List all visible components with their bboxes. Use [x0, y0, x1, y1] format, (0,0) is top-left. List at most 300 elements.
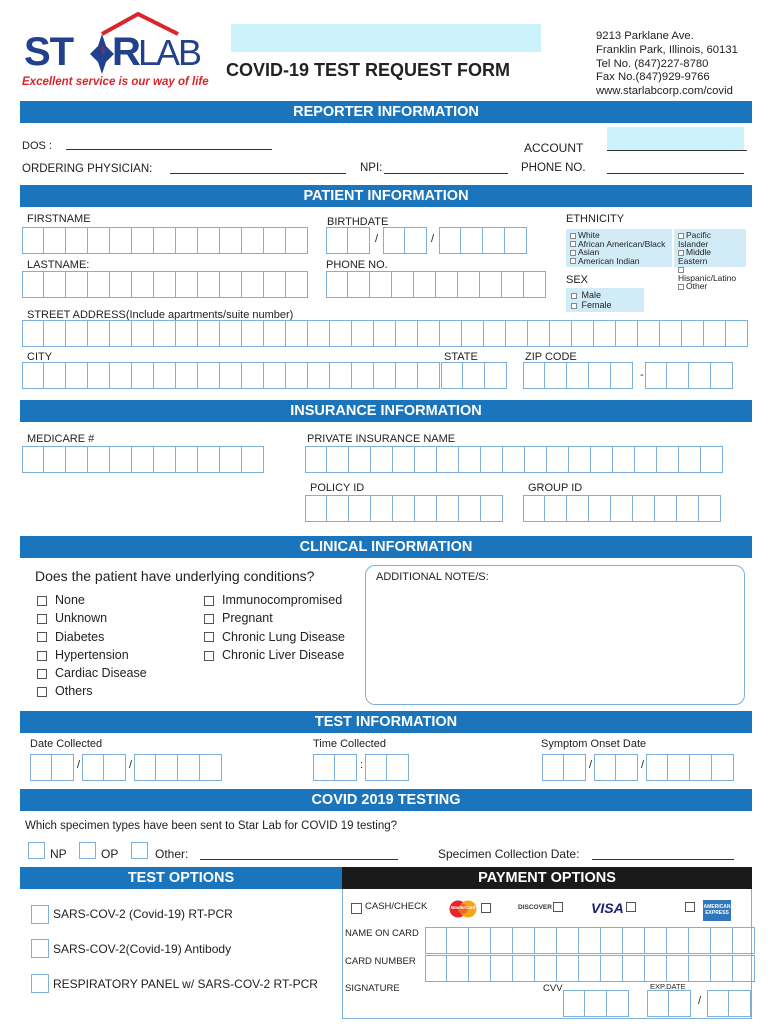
other-checkbox[interactable] — [131, 842, 148, 859]
input-box[interactable] — [178, 754, 200, 781]
sex-options — [566, 288, 644, 312]
address-website[interactable]: www.starlabcorp.com/covid — [596, 85, 733, 98]
input-box[interactable] — [200, 754, 222, 781]
time-collected-minute[interactable] — [365, 754, 409, 781]
ethnicity-option[interactable] — [570, 257, 668, 266]
input-box[interactable] — [392, 271, 414, 298]
input-box[interactable] — [387, 754, 409, 781]
test-option-checkbox[interactable] — [31, 905, 49, 924]
input-box[interactable] — [613, 446, 635, 473]
input-box[interactable] — [569, 446, 591, 473]
checkbox[interactable] — [678, 284, 684, 290]
input-box[interactable] — [667, 362, 689, 389]
checkbox[interactable] — [571, 293, 577, 299]
input-box[interactable] — [711, 362, 733, 389]
input-box[interactable] — [415, 495, 437, 522]
lastname-boxes[interactable] — [22, 271, 308, 298]
sex-option-female[interactable] — [571, 300, 639, 310]
input-box[interactable] — [647, 990, 669, 1017]
input-box[interactable] — [198, 271, 220, 298]
input-box[interactable] — [44, 227, 66, 254]
input-box[interactable] — [462, 320, 484, 347]
symptom-onset-month[interactable] — [542, 754, 586, 781]
input-box[interactable] — [572, 320, 594, 347]
condition-option[interactable] — [37, 682, 147, 700]
ethnicity-option[interactable] — [678, 265, 742, 282]
input-box[interactable] — [447, 955, 469, 982]
npi-field[interactable] — [384, 173, 508, 174]
input-box[interactable] — [327, 495, 349, 522]
birthdate-day-boxes[interactable] — [383, 227, 427, 254]
input-box[interactable] — [535, 927, 557, 954]
input-box[interactable] — [437, 495, 459, 522]
input-box[interactable] — [690, 754, 712, 781]
input-box[interactable] — [66, 446, 88, 473]
input-box[interactable] — [242, 446, 264, 473]
np-checkbox[interactable] — [28, 842, 45, 859]
cash-check-checkbox[interactable] — [351, 903, 362, 914]
input-box[interactable] — [567, 495, 589, 522]
input-box[interactable] — [667, 927, 689, 954]
input-box[interactable] — [669, 990, 691, 1017]
input-box[interactable] — [88, 446, 110, 473]
input-box[interactable] — [22, 227, 44, 254]
input-box[interactable] — [579, 927, 601, 954]
input-box[interactable] — [44, 362, 66, 389]
input-box[interactable] — [459, 446, 481, 473]
input-box[interactable] — [349, 495, 371, 522]
input-box[interactable] — [393, 495, 415, 522]
input-box[interactable] — [601, 927, 623, 954]
checkbox[interactable] — [37, 596, 47, 606]
input-box[interactable] — [371, 446, 393, 473]
input-box[interactable] — [469, 955, 491, 982]
input-box[interactable] — [308, 362, 330, 389]
condition-option[interactable] — [37, 664, 147, 682]
input-box[interactable] — [30, 754, 52, 781]
input-box[interactable] — [352, 362, 374, 389]
input-box[interactable] — [679, 446, 701, 473]
input-box[interactable] — [513, 955, 535, 982]
input-box[interactable] — [44, 320, 66, 347]
input-box[interactable] — [481, 495, 503, 522]
input-box[interactable] — [547, 446, 569, 473]
input-box[interactable] — [132, 320, 154, 347]
input-box[interactable] — [485, 362, 507, 389]
input-box[interactable] — [425, 927, 447, 954]
group-id-boxes[interactable] — [523, 495, 721, 522]
input-box[interactable] — [154, 271, 176, 298]
input-box[interactable] — [623, 955, 645, 982]
input-box[interactable] — [88, 227, 110, 254]
input-box[interactable] — [557, 927, 579, 954]
city-boxes[interactable] — [22, 362, 440, 389]
input-box[interactable] — [733, 927, 755, 954]
condition-option[interactable] — [204, 646, 345, 664]
private-insurance-boxes[interactable] — [305, 446, 723, 473]
input-box[interactable] — [689, 362, 711, 389]
input-box[interactable] — [611, 362, 633, 389]
other-field[interactable] — [200, 859, 398, 860]
input-box[interactable] — [66, 362, 88, 389]
date-separator: / — [431, 233, 435, 245]
input-box[interactable] — [699, 495, 721, 522]
input-box[interactable] — [506, 320, 528, 347]
input-box[interactable] — [733, 955, 755, 982]
ordering-physician-field[interactable] — [170, 173, 346, 174]
input-box[interactable] — [594, 754, 616, 781]
input-box[interactable] — [668, 754, 690, 781]
input-box[interactable] — [689, 955, 711, 982]
input-box[interactable] — [524, 271, 546, 298]
input-box[interactable] — [711, 955, 733, 982]
input-box[interactable] — [44, 271, 66, 298]
dos-field[interactable] — [66, 149, 272, 150]
input-box[interactable] — [132, 362, 154, 389]
input-box[interactable] — [313, 754, 335, 781]
firstname-boxes[interactable] — [22, 227, 308, 254]
input-box[interactable] — [405, 227, 427, 254]
input-box[interactable] — [567, 362, 589, 389]
state-boxes[interactable] — [441, 362, 507, 389]
input-box[interactable] — [484, 320, 506, 347]
input-box[interactable] — [220, 446, 242, 473]
input-box[interactable] — [655, 495, 677, 522]
input-box[interactable] — [154, 446, 176, 473]
input-box[interactable] — [616, 754, 638, 781]
input-box[interactable] — [132, 446, 154, 473]
name-on-card-boxes[interactable] — [425, 927, 755, 954]
birthdate-month-boxes[interactable] — [326, 227, 370, 254]
ethnicity-option[interactable] — [678, 248, 742, 265]
input-box[interactable] — [371, 495, 393, 522]
input-box[interactable] — [585, 990, 607, 1017]
date-collected-month[interactable] — [30, 754, 74, 781]
input-box[interactable] — [441, 362, 463, 389]
input-box[interactable] — [505, 227, 527, 254]
account-field[interactable] — [607, 127, 744, 150]
input-box[interactable] — [88, 271, 110, 298]
amex-checkbox[interactable] — [685, 902, 695, 912]
input-box[interactable] — [393, 446, 415, 473]
input-box[interactable] — [198, 320, 220, 347]
input-box[interactable] — [220, 227, 242, 254]
input-box[interactable] — [154, 227, 176, 254]
checkbox[interactable] — [570, 258, 576, 264]
input-box[interactable] — [564, 754, 586, 781]
checkbox[interactable] — [204, 632, 214, 642]
signature-field[interactable] — [345, 995, 535, 1015]
input-box[interactable] — [220, 362, 242, 389]
input-box[interactable] — [635, 446, 657, 473]
input-box[interactable] — [110, 320, 132, 347]
input-box[interactable] — [134, 754, 156, 781]
input-box[interactable] — [154, 362, 176, 389]
input-box[interactable] — [523, 495, 545, 522]
input-box[interactable] — [503, 446, 525, 473]
symptom-onset-day[interactable] — [594, 754, 638, 781]
input-box[interactable] — [523, 362, 545, 389]
input-box[interactable] — [481, 446, 503, 473]
input-box[interactable] — [437, 446, 459, 473]
input-box[interactable] — [707, 990, 729, 1017]
input-box[interactable] — [264, 227, 286, 254]
checkbox[interactable] — [204, 614, 214, 624]
condition-option[interactable] — [37, 591, 147, 609]
input-box[interactable] — [264, 271, 286, 298]
input-box[interactable] — [383, 227, 405, 254]
input-box[interactable] — [689, 927, 711, 954]
date-collected-day[interactable] — [82, 754, 126, 781]
input-box[interactable] — [176, 227, 198, 254]
input-box[interactable] — [348, 227, 370, 254]
input-box[interactable] — [711, 927, 733, 954]
reporter-phone-field[interactable] — [607, 173, 744, 174]
input-box[interactable] — [305, 495, 327, 522]
header-highlight-field[interactable] — [231, 24, 541, 52]
input-box[interactable] — [52, 754, 74, 781]
checkbox[interactable] — [204, 596, 214, 606]
input-box[interactable] — [154, 320, 176, 347]
input-box[interactable] — [365, 754, 387, 781]
input-box[interactable] — [22, 446, 44, 473]
input-box[interactable] — [589, 495, 611, 522]
sex-option-male[interactable] — [571, 290, 639, 300]
checkbox[interactable] — [570, 250, 576, 256]
checkbox[interactable] — [204, 651, 214, 661]
condition-option[interactable] — [37, 609, 147, 627]
input-box[interactable] — [461, 227, 483, 254]
ethnicity-option[interactable] — [678, 282, 742, 291]
input-box[interactable] — [645, 927, 667, 954]
checkbox[interactable] — [570, 233, 576, 239]
input-box[interactable] — [335, 754, 357, 781]
input-box[interactable] — [579, 955, 601, 982]
condition-label: Chronic Lung Disease — [222, 629, 345, 644]
date-collected-year[interactable] — [134, 754, 222, 781]
input-box[interactable] — [594, 320, 616, 347]
input-box[interactable] — [611, 495, 633, 522]
input-box[interactable] — [458, 271, 480, 298]
input-box[interactable] — [326, 227, 348, 254]
test-option-checkbox[interactable] — [31, 974, 49, 993]
input-box[interactable] — [22, 271, 44, 298]
zip-boxes[interactable] — [523, 362, 633, 389]
input-box[interactable] — [176, 271, 198, 298]
input-box[interactable] — [414, 271, 436, 298]
input-box[interactable] — [264, 320, 286, 347]
op-checkbox[interactable] — [79, 842, 96, 859]
input-box[interactable] — [242, 362, 264, 389]
input-box[interactable] — [601, 955, 623, 982]
input-box[interactable] — [667, 955, 689, 982]
input-box[interactable] — [88, 362, 110, 389]
specimen-collection-date-field[interactable] — [592, 859, 734, 860]
input-box[interactable] — [370, 271, 392, 298]
input-box[interactable] — [198, 362, 220, 389]
cvv-boxes[interactable] — [563, 990, 629, 1017]
input-box[interactable] — [638, 320, 660, 347]
birthdate-year-boxes[interactable] — [439, 227, 527, 254]
exp-year-boxes[interactable] — [707, 990, 751, 1017]
input-box[interactable] — [440, 320, 462, 347]
medicare-boxes[interactable] — [22, 446, 264, 473]
input-box[interactable] — [607, 990, 629, 1017]
input-box[interactable] — [66, 271, 88, 298]
input-box[interactable] — [483, 227, 505, 254]
input-box[interactable] — [623, 927, 645, 954]
input-box[interactable] — [330, 320, 352, 347]
input-box[interactable] — [220, 320, 242, 347]
checkbox[interactable] — [37, 651, 47, 661]
input-box[interactable] — [535, 955, 557, 982]
input-box[interactable] — [286, 271, 308, 298]
input-box[interactable] — [633, 495, 655, 522]
input-box[interactable] — [528, 320, 550, 347]
input-box[interactable] — [374, 320, 396, 347]
input-box[interactable] — [44, 446, 66, 473]
condition-option[interactable] — [204, 591, 345, 609]
input-box[interactable] — [156, 754, 178, 781]
input-box[interactable] — [286, 320, 308, 347]
input-box[interactable] — [176, 320, 198, 347]
input-box[interactable] — [439, 227, 461, 254]
checkbox[interactable] — [570, 241, 576, 247]
input-box[interactable] — [264, 362, 286, 389]
mastercard-checkbox[interactable] — [481, 903, 491, 913]
input-box[interactable] — [242, 271, 264, 298]
discover-checkbox[interactable] — [553, 902, 563, 912]
input-box[interactable] — [645, 955, 667, 982]
input-box[interactable] — [220, 271, 242, 298]
input-box[interactable] — [660, 320, 682, 347]
input-box[interactable] — [326, 271, 348, 298]
input-box[interactable] — [242, 320, 264, 347]
input-box[interactable] — [469, 927, 491, 954]
time-collected-hour[interactable] — [313, 754, 357, 781]
input-box[interactable] — [677, 495, 699, 522]
input-box[interactable] — [286, 227, 308, 254]
input-box[interactable] — [374, 362, 396, 389]
input-box[interactable] — [525, 446, 547, 473]
exp-month-boxes[interactable] — [647, 990, 691, 1017]
ethnicity-option[interactable] — [678, 231, 742, 248]
input-box[interactable] — [415, 446, 437, 473]
input-box[interactable] — [352, 320, 374, 347]
card-number-boxes[interactable] — [425, 955, 755, 982]
condition-option[interactable] — [204, 609, 345, 627]
input-box[interactable] — [563, 990, 585, 1017]
input-box[interactable] — [330, 362, 352, 389]
input-box[interactable] — [308, 320, 330, 347]
input-box[interactable] — [545, 362, 567, 389]
input-box[interactable] — [348, 271, 370, 298]
additional-notes-box[interactable] — [365, 565, 745, 705]
checkbox[interactable] — [37, 687, 47, 697]
checkbox[interactable] — [571, 303, 577, 309]
condition-option[interactable] — [37, 646, 147, 664]
input-box[interactable] — [726, 320, 748, 347]
input-box[interactable] — [22, 320, 44, 347]
input-box[interactable] — [436, 271, 458, 298]
input-box[interactable] — [66, 227, 88, 254]
input-box[interactable] — [550, 320, 572, 347]
input-box[interactable] — [242, 227, 264, 254]
input-box[interactable] — [701, 446, 723, 473]
input-box[interactable] — [542, 754, 564, 781]
input-box[interactable] — [88, 320, 110, 347]
input-box[interactable] — [418, 320, 440, 347]
input-box[interactable] — [589, 362, 611, 389]
symptom-onset-year[interactable] — [646, 754, 734, 781]
input-box[interactable] — [396, 362, 418, 389]
input-box[interactable] — [729, 990, 751, 1017]
input-box[interactable] — [447, 927, 469, 954]
input-box[interactable] — [176, 362, 198, 389]
input-box[interactable] — [22, 362, 44, 389]
input-box[interactable] — [591, 446, 613, 473]
input-box[interactable] — [396, 320, 418, 347]
checkbox[interactable] — [37, 632, 47, 642]
input-box[interactable] — [132, 271, 154, 298]
input-box[interactable] — [82, 754, 104, 781]
input-box[interactable] — [657, 446, 679, 473]
input-box[interactable] — [545, 495, 567, 522]
street-address-boxes[interactable] — [22, 320, 748, 347]
input-box[interactable] — [349, 446, 371, 473]
zip-ext-boxes[interactable] — [645, 362, 733, 389]
input-box[interactable] — [327, 446, 349, 473]
input-box[interactable] — [198, 227, 220, 254]
input-box[interactable] — [502, 271, 524, 298]
input-box[interactable] — [463, 362, 485, 389]
input-box[interactable] — [491, 955, 513, 982]
input-box[interactable] — [104, 754, 126, 781]
checkbox[interactable] — [37, 614, 47, 624]
condition-option[interactable] — [204, 628, 345, 646]
input-box[interactable] — [425, 955, 447, 982]
policy-id-boxes[interactable] — [305, 495, 503, 522]
input-box[interactable] — [176, 446, 198, 473]
visa-checkbox[interactable] — [626, 902, 636, 912]
input-box[interactable] — [110, 271, 132, 298]
input-box[interactable] — [682, 320, 704, 347]
input-box[interactable] — [704, 320, 726, 347]
patient-phone-boxes[interactable] — [326, 271, 546, 298]
input-box[interactable] — [110, 362, 132, 389]
input-box[interactable] — [616, 320, 638, 347]
input-box[interactable] — [646, 754, 668, 781]
input-box[interactable] — [418, 362, 440, 389]
input-box[interactable] — [110, 227, 132, 254]
input-box[interactable] — [132, 227, 154, 254]
input-box[interactable] — [645, 362, 667, 389]
test-option-checkbox[interactable] — [31, 939, 49, 958]
input-box[interactable] — [513, 927, 535, 954]
input-box[interactable] — [110, 446, 132, 473]
checkbox[interactable] — [37, 669, 47, 679]
input-box[interactable] — [712, 754, 734, 781]
input-box[interactable] — [491, 927, 513, 954]
input-box[interactable] — [459, 495, 481, 522]
input-box[interactable] — [66, 320, 88, 347]
condition-option[interactable] — [37, 628, 147, 646]
input-box[interactable] — [198, 446, 220, 473]
input-box[interactable] — [305, 446, 327, 473]
input-box[interactable] — [480, 271, 502, 298]
input-box[interactable] — [286, 362, 308, 389]
input-box[interactable] — [557, 955, 579, 982]
